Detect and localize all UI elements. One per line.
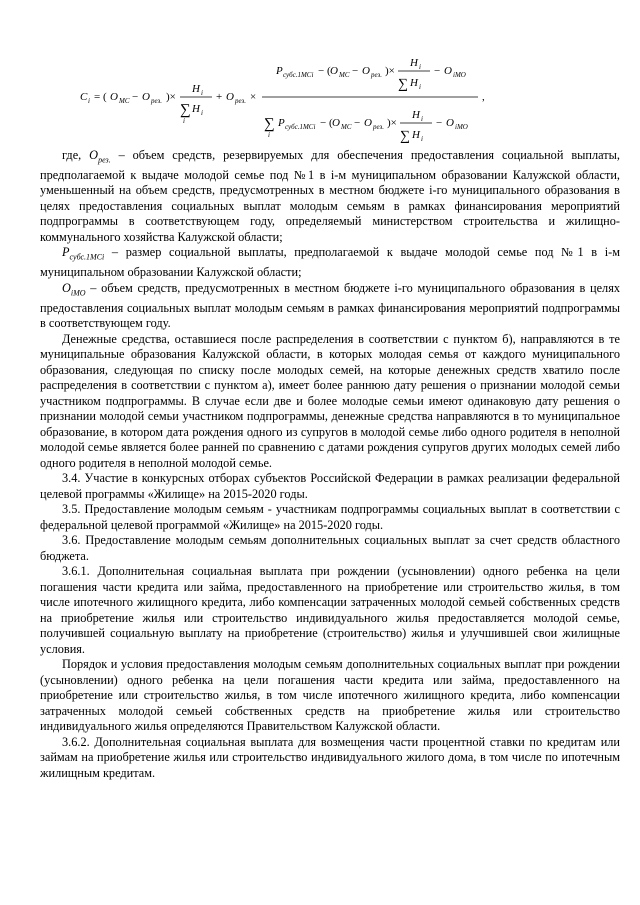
svg-text:iМО: iМО — [453, 71, 466, 79]
definition-o-rez — [40, 148, 620, 245]
paragraph-3-5: 3.5. Предоставление молодым семьям - участникам подпрограммы социальных выплат в соответствии с федеральной целевой программой «Жилище» на 2015-2020 годы. — [40, 502, 620, 532]
svg-text:H: H — [410, 77, 418, 89]
paragraph-3-6-2: 3.6.2. Дополнительная социальная выплата для возмещения части процентной ставки по кредитам или займам на приобретение жилья или строительство индивидуального жилого дома, в том числе по ипотечным жилищным кредитам. — [40, 734, 620, 780]
svg-text:i: i — [268, 131, 270, 139]
svg-text:∑: ∑ — [400, 129, 410, 144]
svg-text:− (: − ( — [320, 117, 333, 129]
svg-text:i: i — [421, 135, 423, 143]
svg-text:C: C — [80, 91, 88, 103]
paragraph-procedure: Порядок и условия предоставления молодым семьям дополнительных социальных выплат при рождении (усыновлении) одного ребенка на цели погашения части кредита или займа, предоставленного на приобретение или строительство жилья, в том числе ипотечного жилищного кредита, либо компенсации затраченных молодой семьей собственных средств на приобретение жилья или строительство индивидуального жилья определяются Правительством Калужской области. — [40, 657, 620, 734]
svg-text:МС: МС — [341, 123, 352, 131]
symbol-p-subs: $P_{субс.1МСi}$ — [62, 245, 105, 262]
svg-text:iМО: iМО — [455, 123, 468, 131]
svg-text:i: i — [421, 115, 423, 123]
svg-text:)×: )× — [166, 91, 176, 103]
svg-text:−: − — [434, 65, 441, 77]
svg-text:− (: − ( — [318, 65, 331, 77]
definition-o-imo — [40, 281, 620, 332]
svg-text:H: H — [412, 129, 420, 141]
svg-text:O: O — [364, 117, 372, 129]
svg-text:i: i — [419, 63, 421, 71]
svg-text:H: H — [412, 109, 420, 121]
svg-text:−: − — [132, 91, 139, 103]
definitions-intro: где, — [62, 148, 82, 162]
svg-text:O: O — [142, 91, 150, 103]
svg-text:рез.: рез. — [371, 71, 382, 79]
svg-text:H: H — [192, 83, 200, 95]
svg-text:∑: ∑ — [398, 77, 408, 92]
svg-text:МС: МС — [119, 97, 130, 105]
paragraph-text: – объем средств, предусмотренных в местном бюджете i-го муниципального образования в целях предоставления социальных выплат молодым семьям в рамках финансирования мероприятий подпрограммы в соответствующем году. — [40, 280, 620, 331]
svg-text:)×: )× — [387, 117, 397, 129]
svg-text:i: i — [201, 109, 203, 117]
svg-text:i: i — [201, 89, 203, 97]
svg-text:рез.: рез. — [151, 97, 162, 105]
svg-text:O: O — [226, 91, 234, 103]
svg-text:O: O — [330, 65, 338, 77]
svg-text:= (: = ( — [94, 91, 107, 103]
svg-text:рез.: рез. — [373, 123, 384, 131]
symbol-o-rez: $O_{рез.}$ — [89, 148, 111, 165]
svg-text:i: i — [419, 83, 421, 91]
svg-text:×: × — [250, 91, 257, 103]
svg-text:,: , — [482, 91, 485, 103]
svg-text:∑: ∑ — [264, 116, 275, 132]
svg-text:рез.: рез. — [235, 97, 246, 105]
svg-text:)×: )× — [385, 65, 395, 77]
svg-text:O: O — [332, 117, 340, 129]
svg-text:P: P — [278, 117, 285, 129]
svg-text:H: H — [192, 103, 200, 115]
svg-text:+: + — [216, 91, 223, 103]
svg-text:O: O — [110, 91, 118, 103]
definition-p-subs — [40, 245, 620, 280]
paragraph-3-6-1: 3.6.1. Дополнительная социальная выплата при рождении (усыновлении) одного ребенка на цели погашения части кредита или займа, предоставленного на приобретение или строительство жилья, в том числе ипотечного жилищного кредита, либо компенсации затраченных молодой семьей собственных средств на приобретение жилья или строительство индивидуального жилья предоставляется молодой семье, получившей социальную выплату на приобретение (строительство) жилья и улучшившей свои жилищные условия. — [40, 564, 620, 656]
svg-text:O: O — [362, 65, 370, 77]
svg-text:O: O — [446, 117, 454, 129]
paragraph-remaining-funds: Денежные средства, оставшиеся после распределения в соответствии с пунктом б), направляются в те муниципальные образования Калужской области, в которых молодая семья от каждого муниципального образования, следующая по списку после молодых семей, на которые денежных средств хватило после распределения в соответствии с пунктом а), имеет более раннюю дату решения о признании молодой семьи участником подпрограммы. В случае если две и более молодые семьи имеют одинаковую дату решения о признании молодой семьи участником подпрограммы, денежные средства направляются в то муниципальное образование, в котором дата рождения одного из супругов в молодой семье либо одного родителя в неполной молодой семье является более ранней по сравнению с датами рождения супругов других молодых семей либо одного родителя в неполной молодой семье. — [40, 331, 620, 470]
svg-text:H: H — [410, 57, 418, 69]
svg-text:i: i — [88, 97, 90, 105]
svg-text:МС: МС — [339, 71, 350, 79]
paragraph-text: – размер социальной выплаты, предполагаемой к выдаче молодой семье под №1 в i-м муниципальном образовании Калужской области; — [40, 245, 620, 280]
svg-text:∑: ∑ — [180, 102, 191, 118]
svg-text:−: − — [352, 65, 359, 77]
svg-text:−: − — [436, 117, 443, 129]
paragraph-text: – объем средств, резервируемых для обеспечения предоставления социальной выплаты, предполагаемой к выдаче молодой семье под №1 в i-м муниципальном образовании Калужской области, уменьшенный на объем средств, предусмотренных в местном бюджете i-го муниципального образования в целях предоставления социальных выплат молодым семьям в рамках финансирования мероприятий подпрограммы в соответствующем году, определяемый министерством строительства и жилищно-коммунального хозяйства Калужской области; — [40, 148, 620, 244]
document-body — [40, 148, 620, 781]
symbol-o-imo: $O_{iМО}$ — [62, 280, 86, 298]
svg-text:O: O — [444, 65, 452, 77]
svg-text:субс.1МСi: субс.1МСi — [283, 71, 314, 79]
paragraph-3-6: 3.6. Предоставление молодым семьям дополнительных социальных выплат за счет средств областного бюджета. — [40, 533, 620, 563]
svg-text:субс.1МСi: субс.1МСi — [285, 123, 316, 131]
svg-text:−: − — [354, 117, 361, 129]
allocation-formula — [80, 52, 520, 147]
svg-text:i: i — [183, 117, 185, 125]
paragraph-3-4: 3.4. Участие в конкурсных отборах субъектов Российской Федерации в рамках реализации федеральной целевой программы «Жилище» на 2015-2020 годы. — [40, 471, 620, 501]
svg-text:P: P — [276, 65, 283, 77]
